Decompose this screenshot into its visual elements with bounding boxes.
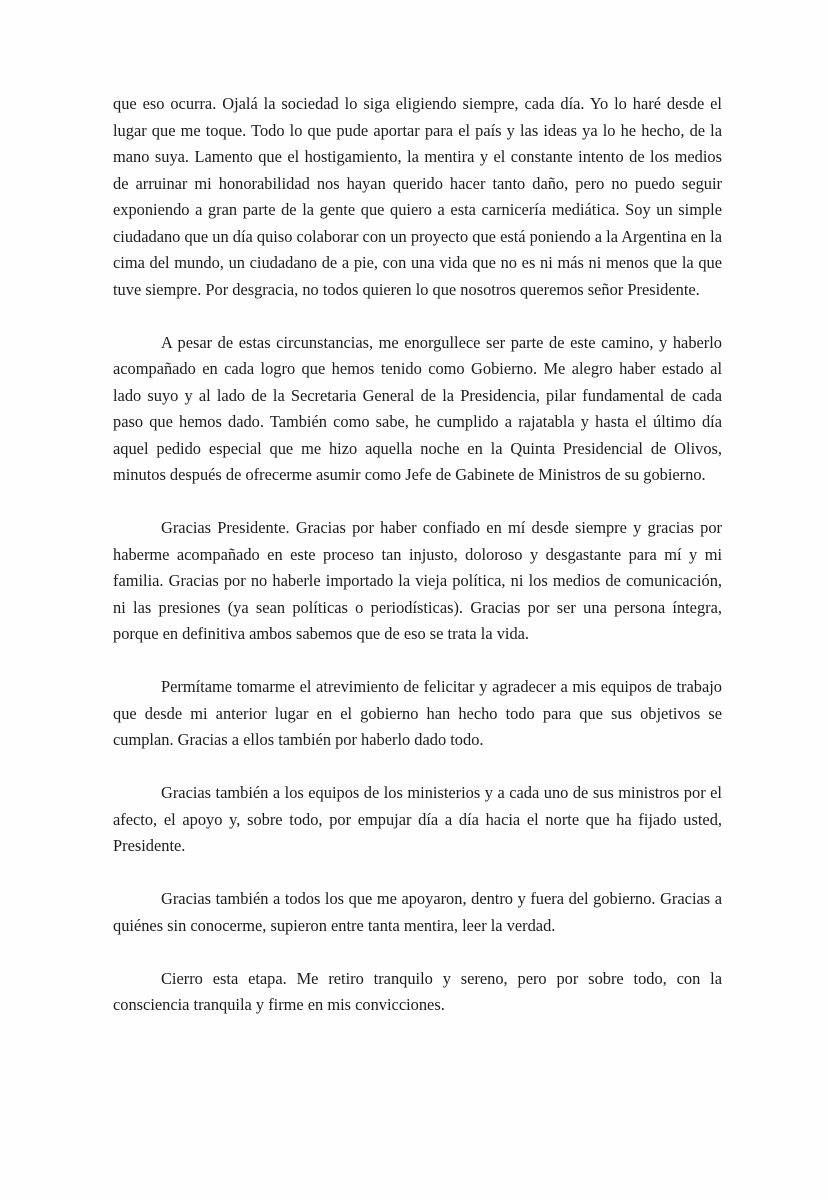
paragraph-thanks-president: Gracias Presidente. Gracias por haber confiado en mí desde siempre y gracias por haberme acompañado en este proceso tan injusto, doloroso y desgastante para mí y mi familia. Gracias por no haberle importado la vieja política, ni los medios de comunicación, ni las presiones (ya sean políticas o periodísticas). Gracias por ser una persona íntegra, porque en definitiva ambos sabemos que de eso se trata la vida.	[113, 518, 722, 643]
paragraph-thanks-supporters: Gracias también a todos los que me apoyaron, dentro y fuera del gobierno. Gracias a quiénes sin conocerme, supieron entre tanta mentira, leer la verdad.	[113, 889, 722, 935]
paragraph-closing: Cierro esta etapa. Me retiro tranquilo y sereno, pero por sobre todo, con la consciencia tranquila y firme en mis convicciones.	[113, 968, 722, 1014]
paragraph-continuation: que eso ocurra. Ojalá la sociedad lo siga eligiendo siempre, cada día. Yo lo haré desde el lugar que me toque. Todo lo que pude aportar para el país y las ideas ya lo he hecho, de la mano suya. Lamento que el hostigamiento, la mentira y el constante intento de los medios de arruinar mi honorabilidad nos hayan querido hacer tanto daño, pero no puedo seguir exponiendo a gran parte de la gente que quiero a esta carnicería mediática. Soy un simple ciudadano que un día quiso colaborar con un proyecto que está poniendo a la Argentina en la cima del mundo, un ciudadano de a pie, con una vida que no es ni más ni menos que la que tuve siempre. Por desgracia, no todos quieren lo que nosotros queremos señor Presidente.	[113, 94, 722, 299]
paragraph-thanks-teams: Permítame tomarme el atrevimiento de felicitar y agradecer a mis equipos de trabajo que desde mi anterior lugar en el gobierno han hecho todo para que sus objetivos se cumplan. Gracias a ellos también por haberlo dado todo.	[113, 677, 722, 749]
paragraph-pride: A pesar de estas circunstancias, me enorgullece ser parte de este camino, y haberlo acompañado en cada logro que hemos tenido como Gobierno. Me alegro haber estado al lado suyo y al lado de la Secretaria General de la Presidencia, pilar fundamental de cada paso que hemos dado. También como sabe, he cumplido a rajatabla y hasta el último día aquel pedido especial que me hizo aquella noche en la Quinta Presidencial de Olivos, minutos después de ofrecerme asumir como Jefe de Gabinete de Ministros de su gobierno.	[113, 332, 722, 484]
paragraph-thanks-ministries: Gracias también a los equipos de los ministerios y a cada uno de sus ministros por el afecto, el apoyo y, sobre todo, por empujar día a día hacia el norte que ha fijado usted, Presidente.	[113, 783, 722, 855]
